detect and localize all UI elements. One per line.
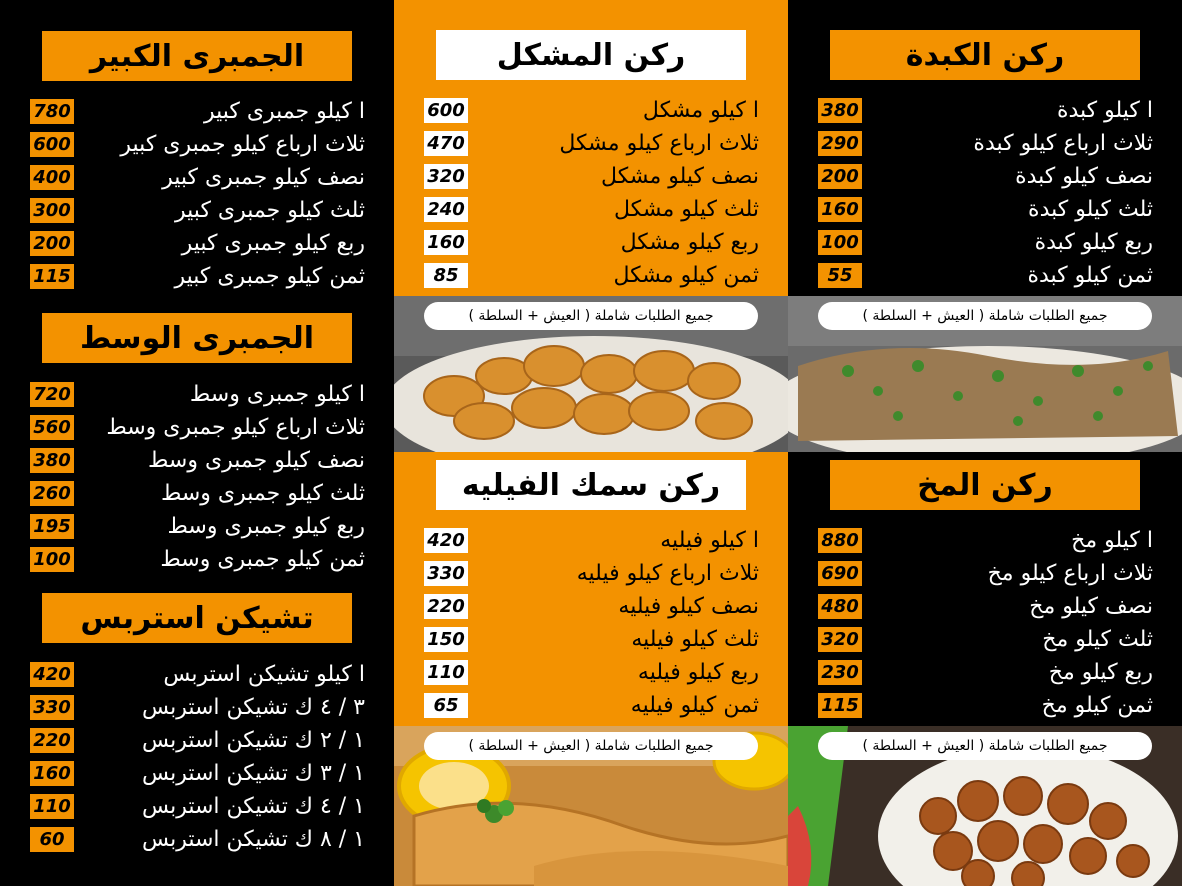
item-name: نصف كيلو جمبرى وسط: [148, 448, 365, 473]
menu-item: [30, 444, 365, 477]
menu-item: [424, 226, 759, 259]
liver-list: [818, 94, 1153, 292]
item-name: ثلث كيلو كبدة: [1028, 197, 1153, 222]
item-name: ربع كيلو كبدة: [1034, 230, 1153, 255]
brain-list: [818, 524, 1153, 722]
item-name: ربع كيلو مشكل: [620, 230, 759, 255]
price-badge: 115: [30, 264, 74, 289]
menu-item: [424, 590, 759, 623]
menu-item: [424, 656, 759, 689]
menu-item: [30, 411, 365, 444]
menu-item: [818, 259, 1153, 292]
menu-item: [424, 259, 759, 292]
menu-item: [818, 623, 1153, 656]
fillet-list: [424, 524, 759, 722]
price-badge: 880: [818, 528, 862, 553]
item-name: ا كيلو مشكل: [642, 98, 759, 123]
menu-item: [30, 95, 365, 128]
price-badge: 320: [424, 164, 468, 189]
item-name: ثلث كيلو مشكل: [614, 197, 759, 222]
menu-item: [818, 160, 1153, 193]
liver-photo: [788, 296, 1182, 452]
item-name: ثمن كيلو مشكل: [613, 263, 759, 288]
price-badge: 380: [30, 448, 74, 473]
menu-item: [818, 689, 1153, 722]
price-badge: 200: [30, 231, 74, 256]
menu-item: [30, 658, 365, 691]
item-name: ثمن كيلو كبدة: [1027, 263, 1153, 288]
price-badge: 195: [30, 514, 74, 539]
price-badge: 260: [30, 481, 74, 506]
section-title-brain: ركن المخ: [830, 460, 1140, 510]
middle-column: [394, 0, 788, 886]
item-name: ١ / ٨ ك تشيكن استربس: [142, 827, 365, 852]
item-name: ا كيلو جمبرى كبير: [203, 99, 365, 124]
menu-item: [818, 557, 1153, 590]
menu-item: [30, 757, 365, 790]
section-title-chicken-strips: تشيكن استربس: [42, 593, 352, 643]
price-badge: 690: [818, 561, 862, 586]
price-badge: 290: [818, 131, 862, 156]
item-name: ا كيلو كبدة: [1056, 98, 1153, 123]
price-badge: 600: [424, 98, 468, 123]
menu-item: [424, 623, 759, 656]
price-badge: 200: [818, 164, 862, 189]
fish-fillet-photo: [394, 726, 788, 886]
item-name: ربع كيلو جمبرى وسط: [167, 514, 365, 539]
price-badge: 230: [818, 660, 862, 685]
item-name: ا كيلو جمبرى وسط: [189, 382, 365, 407]
item-name: نصف كيلو مخ: [1029, 594, 1153, 619]
price-badge: 85: [424, 263, 468, 288]
item-name: ١ / ٢ ك تشيكن استربس: [142, 728, 365, 753]
section-title-liver: ركن الكبدة: [830, 30, 1140, 80]
menu-item: [424, 160, 759, 193]
item-name: ربع كيلو جمبرى كبير: [181, 231, 365, 256]
fried-brain-photo: [788, 726, 1182, 886]
item-name: ١ / ٣ ك تشيكن استربس: [142, 761, 365, 786]
section-title-medium-shrimp: الجمبرى الوسط: [42, 313, 352, 363]
price-badge: 480: [818, 594, 862, 619]
item-name: ثلاث ارباع كيلو مخ: [987, 561, 1153, 586]
price-badge: 320: [818, 627, 862, 652]
included-note: جميع الطلبات شاملة ( العيش + السلطة ): [818, 302, 1152, 330]
price-badge: 160: [424, 230, 468, 255]
menu-item: [424, 689, 759, 722]
menu-item: [424, 193, 759, 226]
price-badge: 55: [818, 263, 862, 288]
menu-item: [424, 524, 759, 557]
section-title-mixed: ركن المشكل: [436, 30, 746, 80]
item-name: ثلاث ارباع كيلو مشكل: [559, 131, 759, 156]
price-badge: 160: [818, 197, 862, 222]
price-badge: 100: [818, 230, 862, 255]
item-name: ا كيلو تشيكن استربس: [163, 662, 365, 687]
item-name: ثلاث ارباع كيلو كبدة: [973, 131, 1153, 156]
item-name: ربع كيلو فيليه: [637, 660, 759, 685]
price-badge: 65: [424, 693, 468, 718]
menu-item: [30, 790, 365, 823]
price-badge: 470: [424, 131, 468, 156]
price-badge: 100: [30, 547, 74, 572]
menu-item: [818, 656, 1153, 689]
item-name: ا كيلو فيليه: [660, 528, 759, 553]
item-name: ثلث كيلو فيليه: [631, 627, 759, 652]
price-badge: 240: [424, 197, 468, 222]
item-name: نصف كيلو جمبرى كبير: [162, 165, 365, 190]
price-badge: 220: [424, 594, 468, 619]
item-name: ثلث كيلو مخ: [1042, 627, 1153, 652]
menu-item: [818, 94, 1153, 127]
price-badge: 420: [30, 662, 74, 687]
price-badge: 720: [30, 382, 74, 407]
item-name: ا كيلو مخ: [1071, 528, 1153, 553]
included-note: جميع الطلبات شاملة ( العيش + السلطة ): [818, 732, 1152, 760]
section-title-large-shrimp: الجمبرى الكبير: [42, 31, 352, 81]
menu-item: [30, 691, 365, 724]
price-badge: 330: [424, 561, 468, 586]
included-note: جميع الطلبات شاملة ( العيش + السلطة ): [424, 732, 758, 760]
menu-item: [30, 128, 365, 161]
item-name: نصف كيلو مشكل: [601, 164, 759, 189]
price-badge: 330: [30, 695, 74, 720]
menu-item: [818, 226, 1153, 259]
item-name: ثمن كيلو فيليه: [630, 693, 759, 718]
menu-item: [30, 510, 365, 543]
item-name: نصف كيلو كبدة: [1015, 164, 1153, 189]
menu-item: [818, 590, 1153, 623]
menu-item: [30, 194, 365, 227]
included-note: جميع الطلبات شاملة ( العيش + السلطة ): [424, 302, 758, 330]
item-name: ١ / ٤ ك تشيكن استربس: [142, 794, 365, 819]
price-badge: 60: [30, 827, 74, 852]
price-badge: 400: [30, 165, 74, 190]
right-column: [788, 0, 1182, 886]
price-badge: 110: [30, 794, 74, 819]
item-name: ٣ / ٤ ك تشيكن استربس: [142, 695, 365, 720]
menu-item: [818, 127, 1153, 160]
chicken-strips-list: [30, 658, 365, 856]
price-badge: 560: [30, 415, 74, 440]
price-badge: 780: [30, 99, 74, 124]
item-name: ثمن كيلو مخ: [1041, 693, 1153, 718]
large-shrimp-list: [30, 95, 365, 293]
price-badge: 420: [424, 528, 468, 553]
menu-item: [30, 227, 365, 260]
item-name: ثمن كيلو جمبرى كبير: [174, 264, 365, 289]
menu-item: [30, 543, 365, 576]
menu-item: [818, 193, 1153, 226]
item-name: ثلاث ارباع كيلو جمبرى وسط: [106, 415, 365, 440]
menu-item: [30, 161, 365, 194]
item-name: ثمن كيلو جمبرى وسط: [160, 547, 365, 572]
menu-item: [818, 524, 1153, 557]
price-badge: 115: [818, 693, 862, 718]
left-column: [0, 0, 394, 886]
price-badge: 600: [30, 132, 74, 157]
mixed-list: [424, 94, 759, 292]
item-name: ثلث كيلو جمبرى وسط: [160, 481, 365, 506]
price-badge: 220: [30, 728, 74, 753]
menu-item: [30, 378, 365, 411]
menu-item: [424, 557, 759, 590]
menu-item: [30, 823, 365, 856]
item-name: نصف كيلو فيليه: [618, 594, 759, 619]
price-badge: 300: [30, 198, 74, 223]
item-name: ثلاث ارباع كيلو فيليه: [576, 561, 759, 586]
price-badge: 150: [424, 627, 468, 652]
section-title-fillet: ركن سمك الفيليه: [436, 460, 746, 510]
menu-item: [424, 127, 759, 160]
item-name: ربع كيلو مخ: [1048, 660, 1153, 685]
price-badge: 160: [30, 761, 74, 786]
menu-item: [30, 724, 365, 757]
item-name: ثلاث ارباع كيلو جمبرى كبير: [120, 132, 365, 157]
medium-shrimp-list: [30, 378, 365, 576]
menu-item: [424, 94, 759, 127]
price-badge: 110: [424, 660, 468, 685]
menu-item: [30, 260, 365, 293]
menu-item: [30, 477, 365, 510]
price-badge: 380: [818, 98, 862, 123]
item-name: ثلث كيلو جمبرى كبير: [175, 198, 365, 223]
fried-shrimp-photo: [394, 296, 788, 452]
